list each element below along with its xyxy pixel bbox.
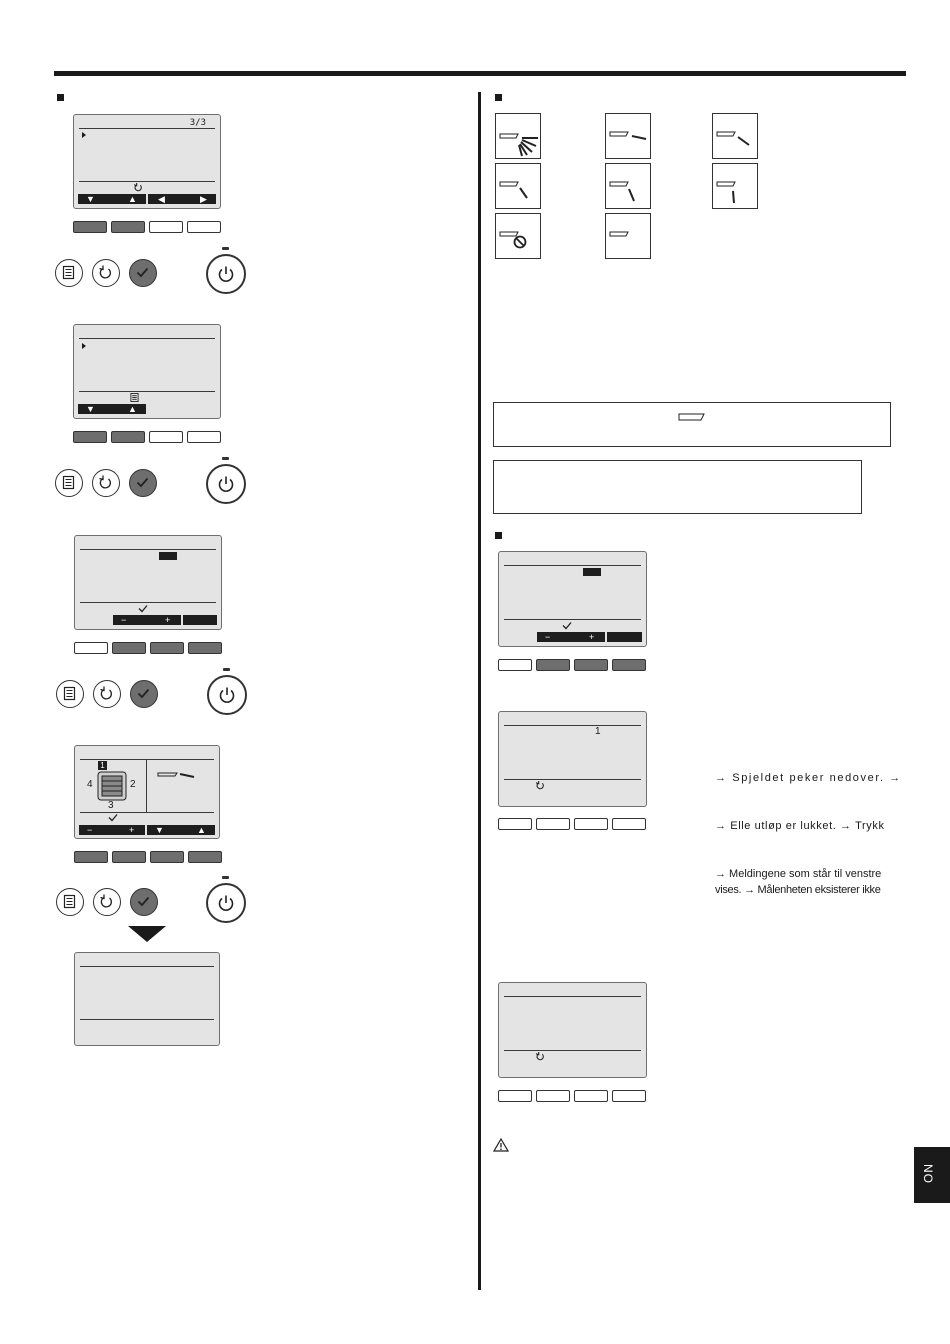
function-bar	[78, 404, 146, 414]
cassette-unit-icon	[97, 771, 127, 801]
vane-step3-tile	[495, 163, 541, 209]
power-led	[223, 668, 230, 671]
vane-no-setting-icon	[678, 412, 706, 422]
f3-button[interactable]	[574, 818, 608, 830]
power-led	[222, 247, 229, 250]
selected-value-field	[583, 568, 601, 576]
vane-swing-icon	[496, 114, 542, 160]
section-bullet-right-2	[495, 532, 502, 539]
up-arrow-icon: ▲	[128, 404, 137, 414]
power-icon	[217, 894, 235, 912]
menu-icon	[62, 894, 77, 909]
down-arrow-icon: ▼	[86, 404, 95, 414]
select-button[interactable]	[129, 469, 157, 497]
lcd-screen-vane-address	[498, 551, 647, 647]
f3-button[interactable]	[149, 431, 183, 443]
plus-icon: +	[129, 825, 135, 835]
lcd-screen-error	[498, 982, 647, 1078]
power-led	[222, 457, 229, 460]
f4-button[interactable]	[188, 642, 222, 654]
return-icon	[536, 781, 545, 790]
return-icon	[134, 183, 143, 192]
f4-button[interactable]	[612, 818, 646, 830]
menu-icon	[130, 393, 139, 402]
f3-button[interactable]	[150, 851, 184, 863]
note-box-1	[493, 402, 891, 447]
vane-swing-tile	[495, 113, 541, 159]
up-arrow-icon: ▲	[197, 825, 206, 835]
check-icon	[562, 621, 572, 630]
select-button[interactable]	[130, 888, 158, 916]
section-bullet-left	[57, 94, 64, 101]
power-button[interactable]	[206, 254, 246, 294]
return-icon	[99, 686, 114, 701]
f4-button[interactable]	[188, 851, 222, 863]
arrow-down-icon	[128, 926, 166, 942]
vane-none-tile	[605, 213, 651, 259]
power-icon	[217, 265, 235, 283]
vane-closed-tile	[495, 213, 541, 259]
f3-button[interactable]	[149, 221, 183, 233]
lcd-screen-unit	[74, 745, 220, 839]
vane-step4-icon	[606, 164, 652, 210]
function-bar	[79, 825, 215, 835]
section-bullet-right	[495, 94, 502, 101]
vane-step1-tile	[605, 113, 651, 159]
unit-number: 1	[595, 726, 601, 737]
lcd-screen-test-run	[498, 711, 647, 807]
minus-icon: −	[121, 615, 127, 625]
function-bar	[78, 194, 216, 204]
function-bar	[113, 615, 217, 625]
vane-downward-icon	[713, 164, 759, 210]
menu-button[interactable]	[56, 680, 84, 708]
menu-button[interactable]	[55, 469, 83, 497]
step-note-3-line2: vises. → Målenheten eksisterer ikke	[715, 884, 881, 896]
lcd-screen-address	[74, 535, 222, 630]
f1-button[interactable]	[73, 431, 107, 443]
language-tab-label: NO	[921, 1164, 935, 1184]
f2-button[interactable]	[111, 221, 145, 233]
selected-value-field	[159, 552, 177, 560]
power-button[interactable]	[206, 883, 246, 923]
step-note-3-line1: → Meldingene som står til venstre	[715, 868, 882, 880]
check-icon	[135, 265, 150, 280]
menu-button[interactable]	[55, 259, 83, 287]
menu-button[interactable]	[56, 888, 84, 916]
select-button[interactable]	[129, 259, 157, 287]
return-icon	[98, 475, 113, 490]
outlet-2-label: 2	[130, 779, 136, 790]
page-indicator: 3/3	[189, 118, 206, 128]
return-icon	[536, 1052, 545, 1061]
top-rule	[54, 71, 906, 76]
f2-button[interactable]	[536, 659, 570, 671]
return-button[interactable]	[93, 680, 121, 708]
note-box-2	[493, 460, 862, 514]
vane-step5-tile	[712, 163, 758, 209]
f1-button[interactable]	[74, 851, 108, 863]
power-led	[222, 876, 229, 879]
check-icon	[136, 686, 151, 701]
return-button[interactable]	[93, 888, 121, 916]
vane-step3-icon	[496, 164, 542, 210]
step-note-2: → Elle utløp er lukket. → Trykk	[715, 820, 885, 832]
f3-button[interactable]	[574, 659, 608, 671]
lcd-screen-menu	[73, 114, 221, 209]
f4-button[interactable]	[612, 1090, 646, 1102]
power-button[interactable]	[207, 675, 247, 715]
vane-step2-icon	[713, 114, 759, 160]
lcd-screen-result	[74, 952, 220, 1046]
language-tab	[914, 1147, 950, 1203]
f1-button[interactable]	[498, 818, 532, 830]
f2-button[interactable]	[111, 431, 145, 443]
check-icon	[108, 813, 118, 822]
f4-button[interactable]	[187, 221, 221, 233]
vane-step2-tile	[712, 113, 758, 159]
left-arrow-icon: ◀	[158, 194, 165, 204]
check-icon	[138, 604, 148, 613]
power-icon	[217, 475, 235, 493]
f1-button[interactable]	[73, 221, 107, 233]
plus-icon: +	[589, 632, 595, 642]
f1-button[interactable]	[498, 1090, 532, 1102]
cursor-icon	[82, 132, 86, 138]
return-button[interactable]	[92, 469, 120, 497]
return-icon	[98, 265, 113, 280]
function-bar	[537, 632, 642, 642]
select-button[interactable]	[130, 680, 158, 708]
warning-icon	[493, 1138, 509, 1152]
vane-no-setting-icon	[606, 214, 652, 260]
vane-step4-tile	[605, 163, 651, 209]
power-button[interactable]	[206, 464, 246, 504]
outlet-4-label: 4	[87, 779, 93, 790]
menu-icon	[62, 686, 77, 701]
outlet-closed-icon	[496, 214, 542, 260]
cursor-icon	[82, 343, 86, 349]
f1-button[interactable]	[74, 642, 108, 654]
up-arrow-icon: ▲	[128, 194, 137, 204]
vane-horizontal-icon	[606, 114, 652, 160]
down-arrow-icon: ▼	[86, 194, 95, 204]
menu-icon	[61, 475, 76, 490]
minus-icon: −	[87, 825, 93, 835]
vane-position-icon	[157, 770, 197, 780]
check-icon	[135, 475, 150, 490]
minus-icon: −	[545, 632, 551, 642]
f1-button[interactable]	[498, 659, 532, 671]
check-icon	[136, 894, 151, 909]
f2-button[interactable]	[536, 1090, 570, 1102]
f3-button[interactable]	[574, 1090, 608, 1102]
menu-icon	[61, 265, 76, 280]
plus-icon: +	[165, 615, 171, 625]
right-arrow-icon: ▶	[200, 194, 207, 204]
outlet-3-label: 3	[108, 800, 114, 811]
f2-button[interactable]	[112, 642, 146, 654]
f4-button[interactable]	[187, 431, 221, 443]
outlet-1-label: 1	[98, 761, 107, 770]
f2-button[interactable]	[536, 818, 570, 830]
lcd-screen-list	[73, 324, 221, 419]
f2-button[interactable]	[112, 851, 146, 863]
f3-button[interactable]	[150, 642, 184, 654]
f4-button[interactable]	[612, 659, 646, 671]
step-note-1: → Spjeldet peker nedover. →	[715, 772, 902, 784]
power-icon	[218, 686, 236, 704]
return-icon	[99, 894, 114, 909]
return-button[interactable]	[92, 259, 120, 287]
column-divider	[478, 92, 481, 1290]
down-arrow-icon: ▼	[155, 825, 164, 835]
